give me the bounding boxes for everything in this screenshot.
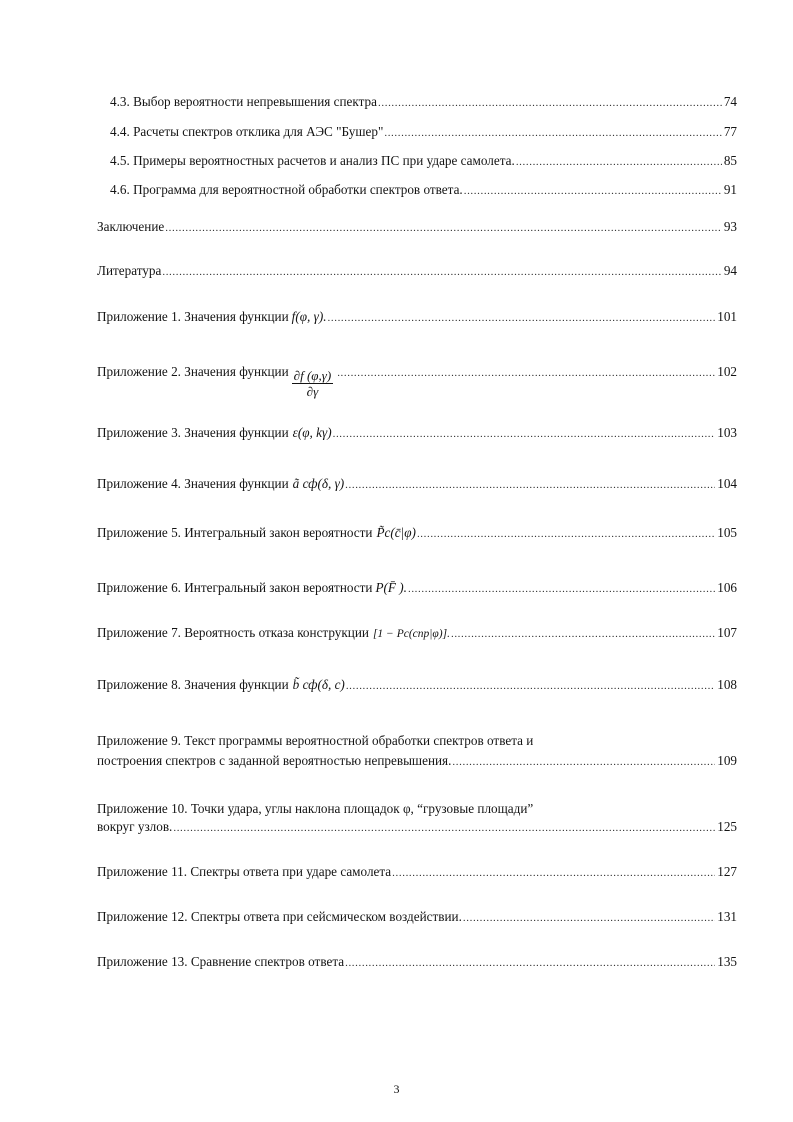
dot-leader [345, 477, 715, 493]
toc-entry-page: 74 [723, 94, 737, 109]
toc-entry-label: Приложение 7. Вероятность отказа конструкции [97, 625, 369, 640]
dot-leader [346, 678, 715, 694]
toc-entry-label: Приложение 13. Сравнение спектров ответа [97, 954, 345, 969]
toc-entry-page: 127 [717, 864, 737, 879]
toc-entry-label: вокруг узлов. [97, 819, 173, 834]
toc-entry-label: построения спектров с заданной вероятностью непревышения. [97, 753, 452, 768]
dot-leader [417, 526, 715, 542]
dot-leader [345, 955, 715, 971]
dot-leader [378, 95, 722, 111]
toc-entry-page: 106 [717, 580, 737, 595]
dot-leader [384, 125, 721, 141]
toc-entry-page: 103 [717, 425, 737, 440]
toc-entry-appendix-1[interactable] [97, 309, 737, 326]
dot-leader [333, 426, 716, 442]
toc-entry-appendix-2[interactable] [97, 364, 737, 399]
dot-leader [337, 365, 715, 381]
toc-entry-appendix-9-line1[interactable]: Приложение 9. Текст программы вероятностной обработки спектров ответа и [97, 733, 534, 748]
formula: ã сф(δ, γ) [292, 476, 345, 491]
dot-leader [452, 754, 715, 770]
toc-entry-appendix-10[interactable] [97, 819, 737, 836]
toc-entry-page: 104 [717, 476, 737, 491]
dot-leader [392, 865, 715, 881]
toc-entry-page: 93 [723, 219, 737, 234]
toc-entry-appendix-10-line1[interactable]: Приложение 10. Точки удара, углы наклона площадок φ, “грузовые площади” [97, 801, 534, 816]
formula-fraction [292, 368, 334, 399]
toc-entry-appendix-11[interactable] [97, 864, 737, 881]
toc-entry-page: 91 [723, 182, 737, 197]
toc-entry-label: Приложение 8. Значения функции [97, 677, 289, 692]
toc-entry-page: 85 [723, 153, 737, 168]
toc-entry-page: 108 [717, 677, 737, 692]
dot-leader [451, 626, 715, 642]
toc-entry-page: 101 [717, 309, 737, 324]
dot-leader [408, 581, 715, 597]
dot-leader [162, 264, 721, 280]
toc-entry-conclusion[interactable] [97, 219, 737, 236]
toc-entry-appendix-9[interactable] [97, 753, 737, 770]
formula: b̃ сф(δ, c) [292, 677, 345, 692]
dot-leader [463, 910, 715, 926]
toc-entry-appendix-6[interactable] [97, 580, 737, 597]
formula: P(F̄ ). [375, 580, 407, 595]
toc-entry-appendix-5[interactable] [97, 525, 737, 542]
toc-entry-page: 109 [717, 753, 737, 768]
toc-entry-label: Приложение 11. Спектры ответа при ударе самолета [97, 864, 392, 879]
toc-entry-literature[interactable] [97, 263, 737, 280]
dot-leader [165, 220, 722, 236]
toc-entry-label: 4.4. Расчеты спектров отклика для АЭС "Бушер" [110, 124, 384, 139]
toc-entry-page: 77 [723, 124, 737, 139]
toc-entry-label: Литература [97, 263, 162, 278]
toc-entry-4-4[interactable] [110, 124, 737, 141]
toc-entry-label: Приложение 6. Интегральный закон вероятности [97, 580, 373, 595]
formula: P̃c(c̄|φ) [376, 525, 416, 540]
page-number: 3 [393, 1082, 400, 1096]
toc-entry-4-3[interactable] [110, 94, 737, 111]
toc-entry-page: 105 [717, 525, 737, 540]
toc-entry-appendix-3[interactable] [97, 425, 737, 442]
toc-entry-label: Приложение 4. Значения функции [97, 476, 289, 491]
formula-numerator: ∂f (φ,γ) [293, 368, 332, 383]
toc-entry-page: 94 [723, 263, 737, 278]
toc-entry-appendix-8[interactable] [97, 677, 737, 694]
toc-entry-label: Приложение 12. Спектры ответа при сейсмическом воздействии. [97, 909, 462, 924]
toc-entry-4-5[interactable] [110, 153, 737, 170]
toc-entry-label: Приложение 3. Значения функции [97, 425, 289, 440]
dot-leader [328, 310, 716, 326]
toc-entry-label: 4.3. Выбор вероятности непревышения спектра [110, 94, 378, 109]
toc-entry-page: 102 [717, 364, 737, 379]
toc-entry-appendix-7[interactable] [97, 625, 737, 642]
dot-leader [173, 820, 715, 836]
toc-entry-label: 4.5. Примеры вероятностных расчетов и анализ ПС при ударе самолета. [110, 153, 515, 168]
dot-leader [516, 154, 722, 170]
toc-entry-appendix-4[interactable] [97, 476, 737, 493]
dot-leader [464, 183, 722, 199]
formula: [1 − Pc(cпр|φ)]. [372, 628, 450, 640]
toc-entry-page: 135 [717, 954, 737, 969]
toc-entry-page: 107 [717, 625, 737, 640]
toc-entry-4-6[interactable] [110, 182, 737, 199]
toc-entry-appendix-12[interactable] [97, 909, 737, 926]
toc-entry-appendix-13[interactable] [97, 954, 737, 971]
toc-entry-page: 125 [717, 819, 737, 834]
formula: f(φ, γ). [291, 309, 327, 324]
formula-denominator: ∂γ [306, 384, 319, 399]
toc-entry-label: Приложение 5. Интегральный закон вероятности [97, 525, 373, 540]
toc-entry-label: Заключение [97, 219, 165, 234]
formula: ε(φ, kγ) [292, 425, 332, 440]
toc-entry-label: 4.6. Программа для вероятностной обработки спектров ответа. [110, 182, 463, 197]
toc-entry-label: Приложение 2. Значения функции [97, 364, 289, 379]
toc-entry-page: 131 [717, 909, 737, 924]
toc-entry-label: Приложение 1. Значения функции [97, 309, 289, 324]
